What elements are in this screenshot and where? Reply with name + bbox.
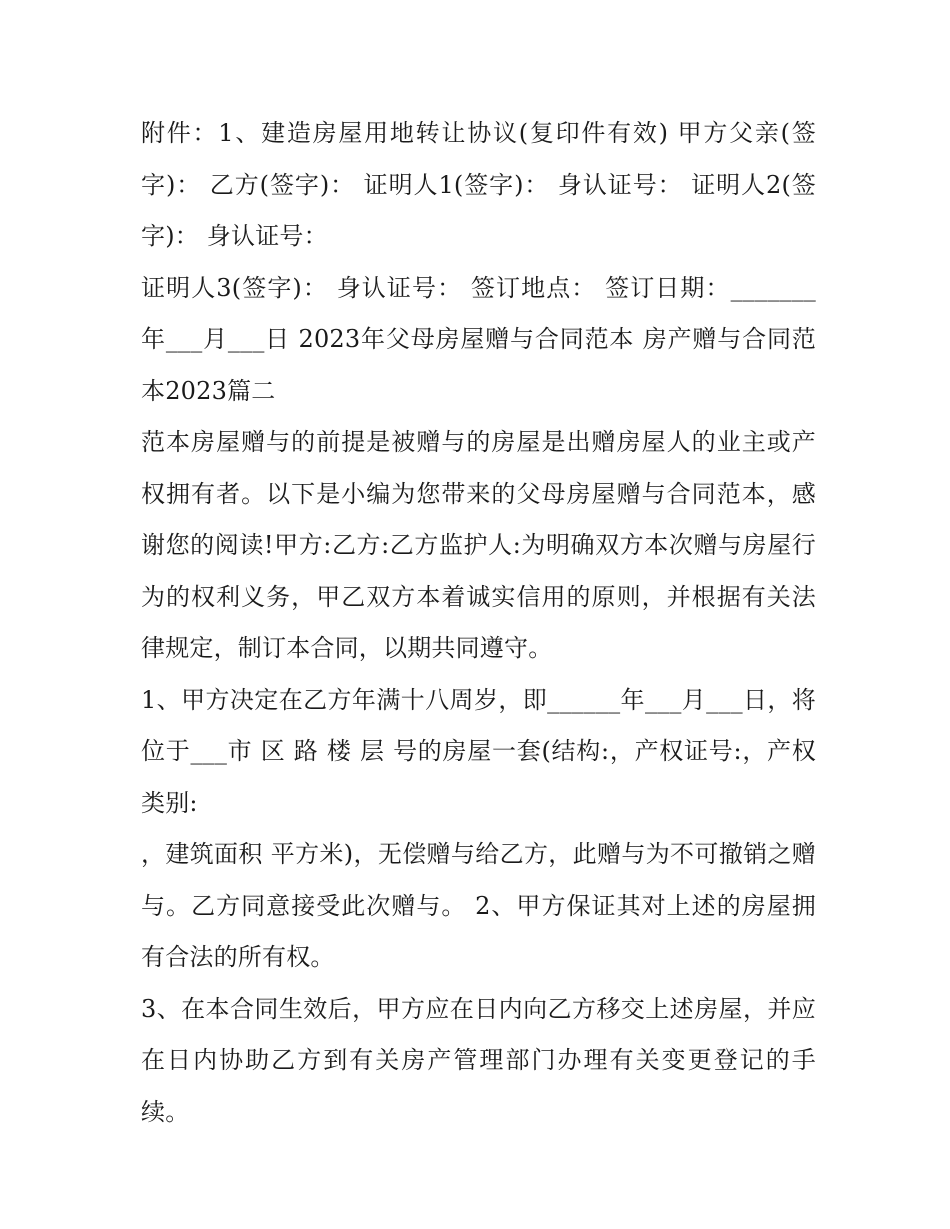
paragraph-witness-signing: 证明人3(签字)： 身认证号： 签订地点： 签订日期：_______年___月___日 2023年父母房屋赠与合同范本 房产赠与合同范本2023篇二 xyxy=(141,273,816,405)
paragraph-clause-1-cont-and-clause-2: ，建筑面积 平方米)，无偿赠与给乙方，此赠与为不可撤销之赠与。乙方同意接受此次赠与。 2、甲方保证其对上述的房屋拥有合法的所有权。 xyxy=(141,840,816,971)
paragraph-attachments: 附件：1、建造房屋用地转让协议(复印件有效) 甲方父亲(签字)： 乙方(签字)： 证明人1(签字)： 身认证号： 证明人2(签字)： 身认证号： xyxy=(141,119,816,250)
document-body xyxy=(141,108,816,1138)
paragraph-clause-1: 1、甲方决定在乙方年满十八周岁，即______年___月___日，将位于___市 区 路 楼 层 号的房屋一套(结构:，产权证号:，产权类别: xyxy=(141,685,816,817)
paragraph-clause-3: 3、在本合同生效后，甲方应在日内向乙方移交上述房屋，并应在日内协助乙方到有关房产管理部门办理有关变更登记的手续。 xyxy=(141,994,816,1126)
paragraph-preamble: 范本房屋赠与的前提是被赠与的房屋是出赠房屋人的业主或产权拥有者。以下是小编为您带来的父母房屋赠与合同范本，感谢您的阅读!甲方:乙方:乙方监护人:为明确双方本次赠与房屋行为的权利义务，甲乙双方本着诚实信用的原则，并根据有关法律规定，制订本合同，以期共同遵守。 xyxy=(141,428,816,662)
